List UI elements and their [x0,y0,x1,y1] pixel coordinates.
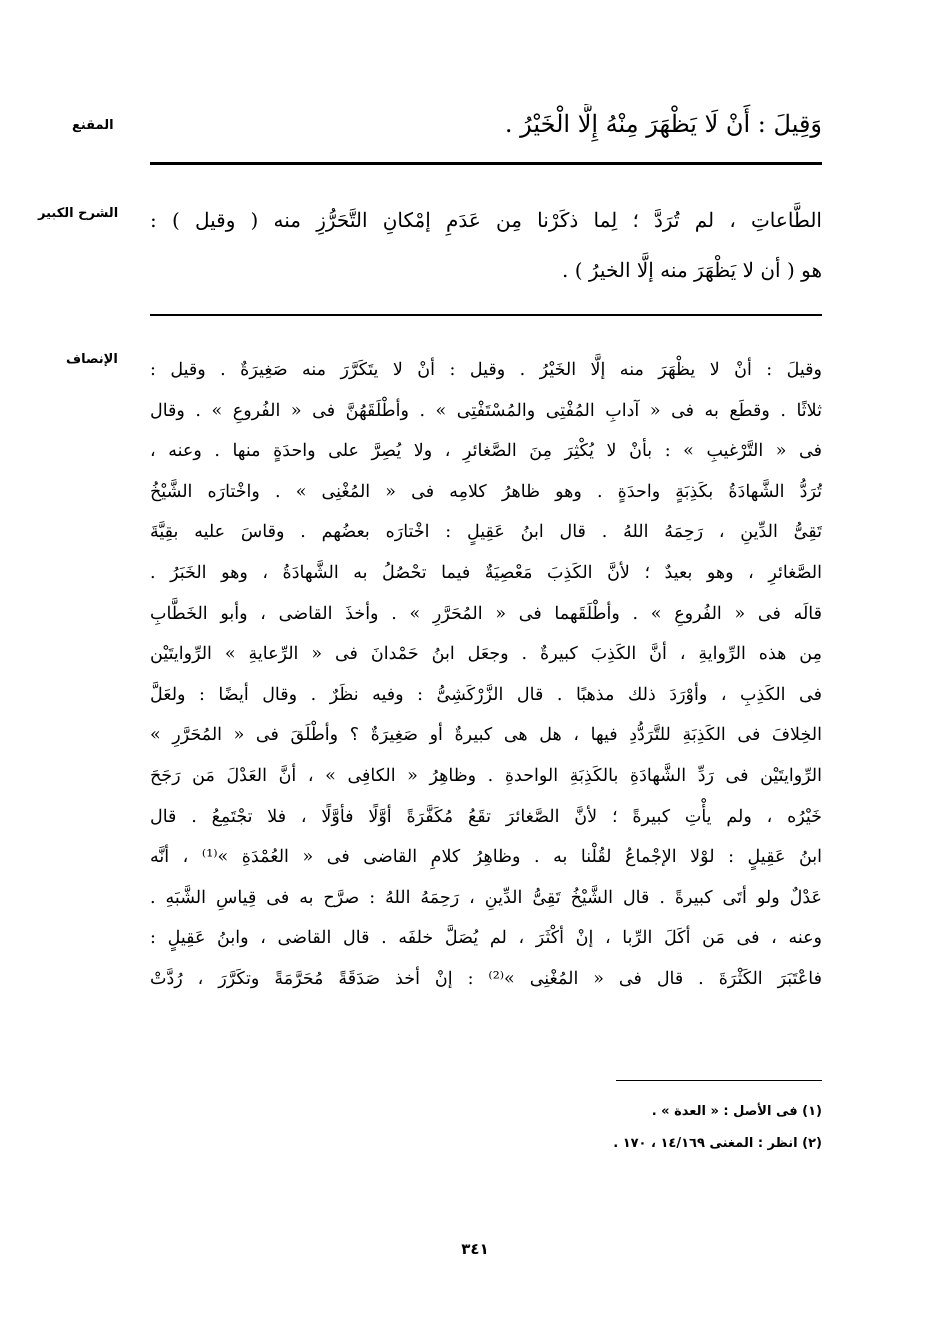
text-line: وقيلَ : أنْ لا يظْهَرَ منه إلَّا الخَيْرُ . وقيل : أنْ لا يتَكَرَّرَ منه صَغِيرَةٌ . وقيل : [150,360,822,380]
text-line: فاعْتَبَرَ الكَثْرَةَ . قال فى « المُغْنِى »⁽²⁾ : إنْ أخذ صَدَقَةً مُحَرَّمَةً وتكَرَّرَ ، رُدَّتْ [150,968,822,989]
text-line: تَقِىُّ الدِّينِ ، رَحِمَهُ اللهُ . قال ابنُ عَقِيلٍ : اخْتارَه بعضُهم . وقاسَ عليه بقِيَّةَ [150,522,822,543]
text-line: وَقِيلَ : أَنْ لَا يَظْهَرَ مِنْهُ إِلَّا الْخَيْرُ . [504,110,822,138]
muqni-text-block [150,104,822,144]
text-line: قالَه فى « الفُروعِ » . وأطْلَقَهما فى « المُحَرَّرِ » . وأخذَ القاضى ، وأبو الخَطَّابِ [150,603,822,624]
text-line: ابنُ عَقِيلٍ : لوْلا الإجْماعُ لقُلْنا به . وظاهِرُ كلامِ القاضى فى « العُمْدَةِ »⁽¹⁾ ، أنَّه [150,847,822,868]
footnote: (١) فى الأصل : « العدة » . [651,1104,822,1119]
text-line: وعنه ، فى مَن أكَلَ الرِّبا ، إنْ أكْثَرَ ، لم يُصَلَّ خلفَه . قال القاضى ، وابنُ عَقِيلٍ : [150,928,822,949]
text-line: ثلاثًا . وقطَع به فى « آدابِ المُفْتِى والمُسْتَفْتِى » . وأطْلَقَهُنَّ فى « الفُروعِ » . وقال [150,400,822,421]
text-line: مِن هذه الرِّوايةِ ، أنَّ الكَذِبَ كبيرةٌ . وجعَل ابنُ حَمْدانَ فى « الرِّعايةِ » الرِّوايتَيْن [150,644,822,665]
text-line: خَيْرُه ، ولم يأْتِ كبيرةً ؛ لأنَّ الصَّغائرَ تقَعُ مُكَفَّرَةً أوَّلًا فأوَّلًا ، فلا تجْتَمِعُ . قال [150,806,822,827]
text-line: الطَّاعاتِ ، لم تُرَدَّ ؛ لِما ذكَرْنا مِن عَدَمِ إمْكانِ التَّحَرُّزِ منه ( وقيل ) : [150,208,822,232]
footnote: (٢) انظر : المغنى ١٤/١٦٩ ، ١٧٠ . [613,1136,822,1151]
section-divider-thin [150,314,822,316]
section-divider-thick [150,162,822,165]
text-line: فى الكَذِبِ ، وأوْرَدَ ذلك مذهبًا . قال الزَّرْكَشِىُّ : وفيه نظَرٌ . وقال أيضًا : ولعَلَّ [150,684,822,705]
margin-label-sharh: الشرح الكبير [38,206,119,221]
sharh-text-block [150,195,822,295]
footnotes-block [560,1096,822,1160]
page-number: ٣٤١ [461,1240,489,1258]
text-line: عَدْلٌ ولو أتَى كبيرةً . قال الشَّيْخُ تَقِىُّ الدِّينِ ، رَحِمَهُ اللهُ : صرَّح به فى قِياسِ الشَّبَهِ . [150,887,822,908]
footnote-divider [616,1080,822,1081]
margin-label-muqni: المقنع [72,118,114,133]
text-line: الصَّغائرِ ، وهو بعيدٌ ؛ لأنَّ الكَذِبَ مَعْصِيَةٌ فيما تحْصُلُ به الشَّهادَةُ ، وهو الخَبَرُ . [150,562,822,583]
margin-label-insaf: الإنصاف [66,352,118,367]
text-line: تُرَدُّ الشَّهادَةُ بكَذِبَةٍ واحدَةٍ . وهو ظاهرُ كلامِه فى « المُغْنِى » . واخْتارَه الشَّيْخُ [150,481,822,502]
insaf-text-block [150,350,822,1000]
text-line: فى « التَّرْغيبِ » : بأنْ لا يُكْثِرَ مِنَ الصَّغائرِ ، ولا يُصِرَّ على واحدَةٍ منها . وعنه ، [150,441,822,462]
text-line: الخِلافَ فى الكَذِبَةِ للتَّرَدُّدِ فيها ، هل هى كبيرةٌ أو صَغِيرَةٌ ؟ وأطْلَقَ فى « المُحَرَّرِ » [150,725,822,746]
text-line: هو ( أن لا يَظْهَرَ منه إلَّا الخيرُ ) . [562,258,822,282]
text-line: الرِّوايتَيْن فى رَدِّ الشَّهادَةِ بالكَذِبَةِ الواحدةِ . وظاهِرُ « الكافِى » ، أنَّ العَدْلَ مَن رَجَحَ [150,765,822,786]
